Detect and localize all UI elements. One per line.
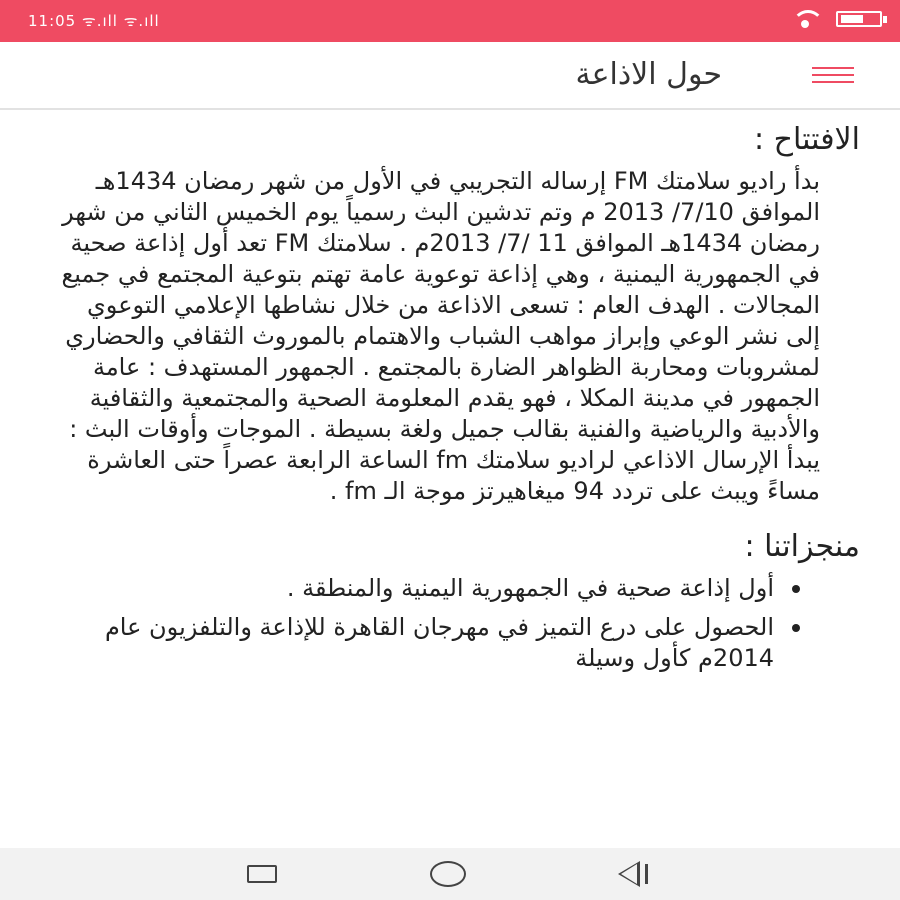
bullet-icon [792,585,800,593]
achievement-text: الحصول على درع التميز في مهرجان القاهرة للإذاعة والتلفزيون عام 2014م كأول وسيلة [104,613,774,672]
list-item [60,573,800,604]
recent-apps-icon[interactable] [247,865,277,883]
achievements-list [60,573,860,674]
battery-icon [836,11,882,27]
app-bar [0,42,900,110]
back-icon-line [645,864,648,884]
about-content[interactable] [60,112,860,848]
list-item [60,612,800,674]
opening-paragraph: بدأ راديو سلامتك FM إرساله التجريبي في الأول من شهر رمضان 1434هـ الموافق 7/10/ 2013 م وتم تدشين البث رسمياً يوم الخميس الثاني من شهر رمضان 1434هـ الموافق 11 /7/ 2013م . سلامتك FM تعد أول إذاعة صحية في الجمهورية اليمنية ، وهي إذاعة توعوية عامة تهتم بتوعية المجتمع في جميع المجالات . الهدف العام : تسعى الاذاعة من خلال نشاطها الإعلامي التوعوي إلى نشر الوعي وإبراز مواهب الشباب والاهتمام بالموروث الثقافي والحضاري لمشروبات ومحاربة الظواهر الضارة بالمجتمع . الجمهور المستهدف : عامة الجمهور في مدينة المكلا ، فهو يقدم المعلومة الصحية والمجتمعية والثقافية والأدبية والرياضية والفنية بقالب جميل ولغة بسيطة . الموجات وأوقات البث : يبدأ الإرسال الاذاعي لراديو سلامتك fm الساعة الرابعة عصراً حتى العاشرة مساءً ويبث على تردد 94 ميغاهيرتز موجة الـ fm . [61,167,820,505]
achievement-text: أول إذاعة صحية في الجمهورية اليمنية والمنطقة . [286,574,774,602]
status-bar [0,0,900,42]
home-icon[interactable] [430,861,466,887]
back-icon[interactable] [618,861,640,887]
bullet-icon [792,624,800,632]
achievements-heading: منجزاتنا : [744,529,860,564]
menu-icon[interactable] [812,67,854,85]
navigation-bar [0,848,900,900]
opening-heading: الافتتاح : [753,122,860,157]
page-title: حول الاذاعة [575,57,722,92]
status-icons [792,10,882,28]
status-signal-text: 11:05 ᯤ.ıll ᯤ.ıll [28,12,160,30]
wifi-icon [792,10,822,28]
